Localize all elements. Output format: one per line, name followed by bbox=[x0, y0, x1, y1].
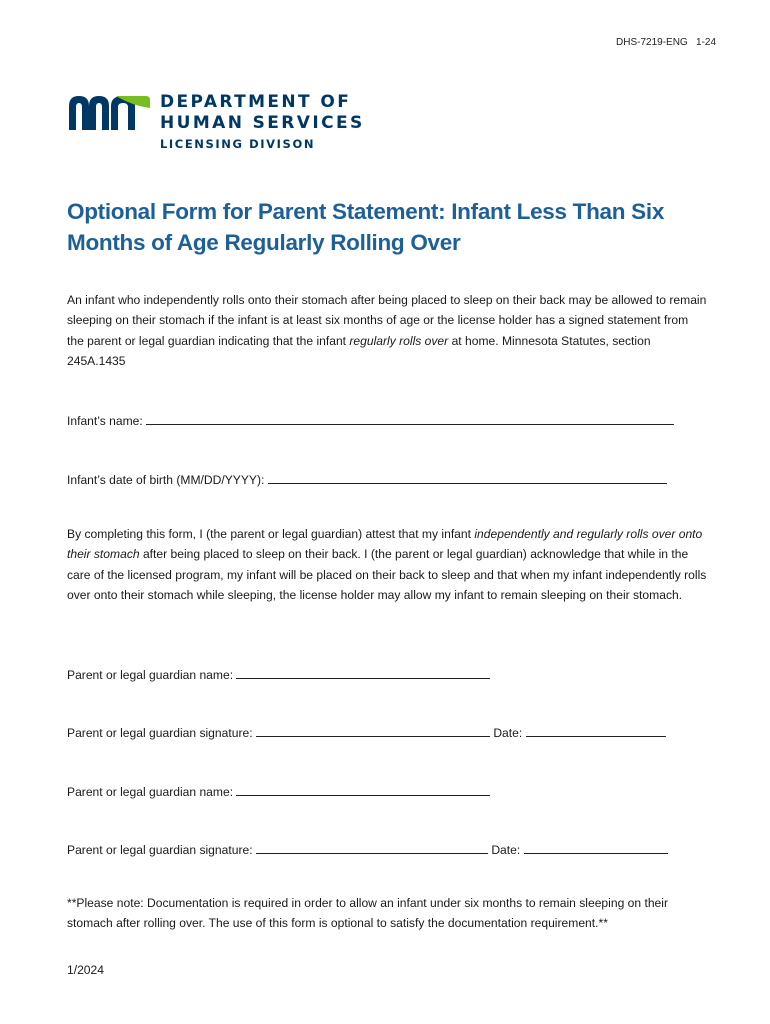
intro-emphasis: regularly rolls over bbox=[349, 333, 449, 348]
agency-name-line2: HUMAN SERVICES bbox=[160, 113, 365, 133]
parent-name-label-1: Parent or legal guardian name: bbox=[67, 668, 234, 682]
infant-dob-line[interactable] bbox=[268, 469, 667, 484]
documentation-note: **Please note: Documentation is required in order to allow an infant under six months to remain sleeping on their stomach after rolling over. The use of this form is optional to satisfy the documentation requirement.** bbox=[67, 896, 668, 931]
attestation-emphasis: independently and regularly rolls over onto their stomach bbox=[67, 527, 703, 562]
division-name: LICENSING DIVISON bbox=[160, 137, 316, 151]
parent-signature-label-1: Parent or legal guardian signature: bbox=[67, 726, 253, 740]
form-code: DHS-7219-ENG 1-24 bbox=[616, 37, 717, 48]
parent-signature-line-2[interactable] bbox=[256, 839, 488, 854]
parent-name-line-1[interactable] bbox=[236, 664, 490, 679]
attestation-text-2: after being placed to sleep on their back. I (the parent or legal guardian) acknowledge that while in the care of the licensed program, my infant will be placed on their back to sleep and that when my infant independently rolls over onto their stomach while sleeping, the license holder may allow my infant to remain sleeping on their stomach. bbox=[67, 547, 707, 602]
parent-signature-field-2 bbox=[67, 839, 668, 857]
date-label-2: Date: bbox=[491, 843, 521, 857]
intro-text-1: An infant who independently rolls onto their stomach after being placed to sleep on their back may be allowed to remain sleeping on their stomach if the infant is at least six months of age or the license holder has a signed statement from the parent or legal guardian indicating that the infant bbox=[67, 293, 707, 348]
infant-name-label: Infant’s name: bbox=[67, 414, 143, 428]
mn-logo bbox=[67, 92, 151, 137]
footer-date: 1/2024 bbox=[67, 963, 104, 977]
date-line-1[interactable] bbox=[526, 722, 666, 737]
parent-signature-line-1[interactable] bbox=[256, 722, 490, 737]
intro-text-2: at home. Minnesota Statutes, section 245A.1435 bbox=[67, 333, 651, 368]
date-label-1: Date: bbox=[493, 726, 523, 740]
date-line-2[interactable] bbox=[524, 839, 668, 854]
page-title bbox=[67, 196, 727, 258]
agency-name-line1: DEPARTMENT OF bbox=[160, 92, 352, 112]
parent-name-field-1 bbox=[67, 664, 490, 682]
parent-signature-label-2: Parent or legal guardian signature: bbox=[67, 843, 253, 857]
mn-logo-icon bbox=[67, 92, 151, 132]
infant-dob-label: Infant’s date of birth (MM/DD/YYYY): bbox=[67, 473, 265, 487]
infant-name-field bbox=[67, 410, 674, 428]
title-line1: Optional Form for Parent Statement: Infant Less Than Six bbox=[67, 199, 665, 224]
parent-name-label-2: Parent or legal guardian name: bbox=[67, 785, 234, 799]
attestation-text-1: By completing this form, I (the parent or legal guardian) attest that my infant bbox=[67, 527, 475, 541]
parent-signature-field-1 bbox=[67, 722, 666, 740]
infant-name-line[interactable] bbox=[146, 410, 674, 425]
infant-dob-field bbox=[67, 469, 667, 487]
parent-name-field-2 bbox=[67, 781, 490, 799]
parent-name-line-2[interactable] bbox=[236, 781, 490, 796]
agency-name bbox=[160, 92, 365, 152]
intro-paragraph bbox=[67, 290, 707, 371]
attestation-paragraph bbox=[67, 524, 707, 605]
title-line2: Months of Age Regularly Rolling Over bbox=[67, 230, 461, 255]
